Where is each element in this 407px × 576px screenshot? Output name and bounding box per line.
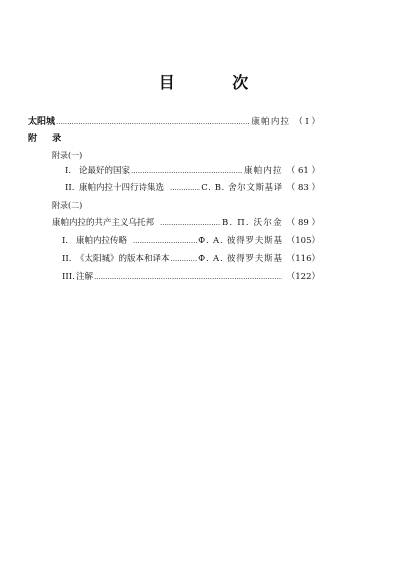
subsection-heading-appendix-1: 附录(一) — [52, 151, 83, 160]
leader-dots — [133, 236, 197, 247]
leader-dots — [94, 272, 282, 283]
toc-entry-page: （ 83 ） — [286, 183, 320, 193]
toc-entry-author: B. П. 沃尔金 — [221, 218, 283, 228]
toc-entry-title: 论最好的国家 — [79, 166, 131, 176]
toc-entry-notes[interactable] — [62, 272, 320, 283]
leader-dots — [171, 254, 198, 265]
toc-entry-page: （ 61 ） — [286, 166, 320, 176]
toc-entry-editions[interactable] — [62, 254, 320, 265]
leader-dots — [56, 117, 250, 128]
toc-entry-number: I. — [62, 236, 69, 246]
toc-entry-label — [65, 166, 130, 177]
toc-entry-author: 康帕内拉 — [243, 166, 283, 176]
toc-entry-label — [62, 236, 127, 247]
toc-entry-number: II. — [65, 183, 75, 193]
toc-entry-best-state[interactable] — [65, 166, 320, 177]
toc-entry-title: 康帕内拉传略 — [76, 236, 128, 246]
section-heading-appendix: 附 录 — [28, 134, 68, 144]
toc-entry-number: III. — [62, 272, 75, 282]
toc-entry-sun-city[interactable] — [28, 117, 320, 128]
toc-entry-title: 康帕内拉十四行诗集选 — [79, 183, 165, 193]
toc-entry-label — [65, 183, 164, 194]
toc-entry-page: （ 89 ） — [286, 218, 320, 228]
toc-entry-page: （122） — [286, 272, 320, 282]
leader-dots — [160, 218, 221, 229]
leader-dots — [170, 183, 200, 194]
toc-entry-biography[interactable] — [62, 236, 320, 247]
toc-entry-number: I. — [65, 166, 72, 176]
toc-entry-title: 注解 — [76, 272, 94, 282]
subsection-heading-appendix-2: 附录(二) — [52, 201, 83, 210]
toc-entry-page: （116） — [286, 254, 320, 264]
toc-entry-label — [62, 272, 93, 283]
toc-entry-author: Ф. A. 彼得罗夫斯基 — [198, 254, 283, 264]
toc-entry-author: C. B. 舍尔文斯基译 — [201, 183, 283, 193]
leader-dots — [131, 166, 243, 177]
toc-entry-label: 太阳城 — [28, 117, 56, 127]
toc-entry-label: 康帕内拉的共产主义乌托邦 — [52, 218, 155, 228]
toc-entry-sonnets[interactable] — [65, 183, 320, 194]
toc-entry-author: Ф. A. 彼得罗夫斯基 — [198, 236, 283, 246]
toc-entry-author: 康帕内拉 — [251, 117, 291, 127]
toc-entry-title: 《太阳城》的版本和译本 — [76, 254, 170, 264]
toc-entry-page: （ I ） — [294, 117, 320, 127]
page-title: 目 次 — [158, 73, 275, 92]
toc-entry-page: （105） — [286, 236, 320, 246]
toc-entry-communist-utopia[interactable] — [52, 218, 320, 229]
toc-entry-label — [62, 254, 170, 265]
toc-entry-number: II. — [62, 254, 72, 264]
